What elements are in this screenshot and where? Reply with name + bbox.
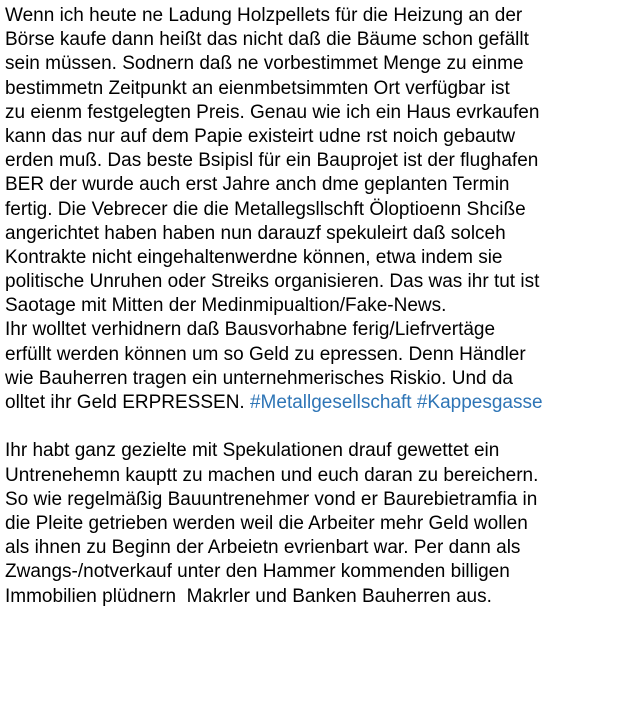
text-line: politische Unruhen oder Streiks organisieren. Das was ihr tut ist xyxy=(5,271,540,293)
paragraph-2 xyxy=(5,439,627,608)
text-line: Wenn ich heute ne Ladung Holzpellets für die Heizung an der xyxy=(5,5,523,26)
text-line-with-hashtags xyxy=(5,391,627,415)
text-line: Zwangs-/notverkauf unter den Hammer kommenden billigen xyxy=(5,561,510,583)
text-fragment: olltet ihr Geld ERPRESSEN. xyxy=(5,392,250,413)
text-line: Ihr wolltet verhidnern daß Bausvorhabne ferig/Liefrvertäge xyxy=(5,319,496,341)
paragraph-1 xyxy=(5,4,627,415)
text-line: wie Bauherren tragen ein unternehmerisches Riskio. Und da xyxy=(5,367,513,389)
text-line: Immobilien plüdnern Makrler und Banken Bauherren aus. xyxy=(5,585,492,607)
paragraph-spacer xyxy=(5,415,627,439)
text-line: erfüllt werden können um so Geld zu epressen. Denn Händler xyxy=(5,343,526,365)
text-line: bestimmetn Zeitpunkt an eienmbetsimmten Ort verfügbar ist xyxy=(5,77,510,99)
text-line: kann das nur auf dem Papie existeirt udne rst noich gebautw xyxy=(5,125,516,147)
text-line: So wie regelmäßig Bauuntrenehmer vond er Baurebietramfia in xyxy=(5,488,538,510)
text-line: Ihr habt ganz gezielte mit Spekulationen drauf gewettet ein xyxy=(5,440,500,462)
text-line: Untrenehemn kauptt zu machen und euch daran zu bereichern. xyxy=(5,464,539,486)
text-line: Saotage mit Mitten der Medinmipualtion/Fake-News. xyxy=(5,295,447,317)
text-line: fertig. Die Vebrecer die die Metallegsllschft Öloptioenn Shciße xyxy=(5,198,526,220)
text-line: zu eienm festgelegten Preis. Genau wie ich ein Haus evrkaufen xyxy=(5,101,540,123)
text-line: erden muß. Das beste Bsipisl für ein Bauprojet ist der flughafen xyxy=(5,150,539,172)
hashtag-link-metallgesellschaft[interactable]: #Metallgesellschaft xyxy=(249,392,412,413)
text-line: sein müssen. Sodnern daß ne vorbestimmet Menge zu einme xyxy=(5,53,524,75)
text-line: die Pleite getrieben werden weil die Arbeiter mehr Geld wollen xyxy=(5,512,528,534)
text-line: angerichtet haben haben nun darauzf spekuleirt daß solceh xyxy=(5,222,506,244)
text-line: Börse kaufe dann heißt das nicht daß die Bäume schon gefällt xyxy=(5,29,529,51)
hashtag-link-kappesgasse[interactable]: #Kappesgasse xyxy=(416,392,543,413)
text-line: BER der wurde auch erst Jahre anch dme geplanten Termin xyxy=(5,174,510,196)
text-line: Kontrakte nicht eingehaltenwerdne können, etwa indem sie xyxy=(5,246,503,268)
document-body xyxy=(5,4,627,609)
text-line: als ihnen zu Beginn der Arbeietn evrienbart war. Per dann als xyxy=(5,537,521,559)
